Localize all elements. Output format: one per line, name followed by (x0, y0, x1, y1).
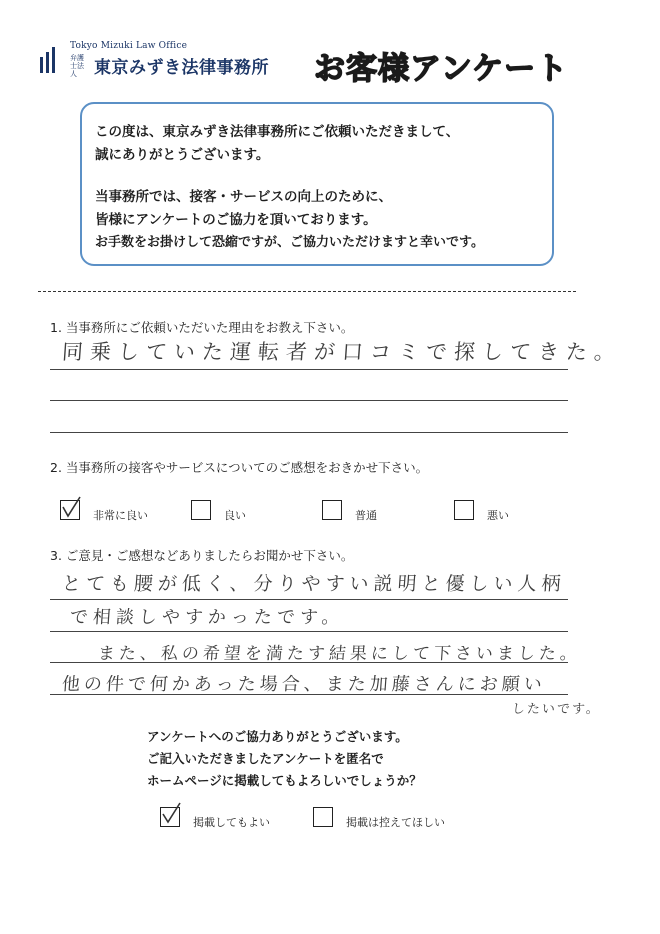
office-name-japanese: 東京みずき法律事務所 (94, 58, 269, 78)
checkmark-icon (58, 494, 84, 520)
checkbox-bad[interactable] (454, 500, 474, 520)
checkmark-icon (158, 800, 184, 826)
consent-text: ご記入いただきましたアンケートを匿名で (147, 751, 384, 766)
option-label: 非常に良い (93, 509, 148, 522)
option-label: 掲載してもよい (193, 816, 270, 829)
intro-line: 皆様にアンケートのご協力を頂いております。 (95, 212, 377, 228)
answer-line (50, 599, 568, 600)
section-divider (38, 291, 576, 292)
answer-line (50, 631, 568, 632)
consent-text: アンケートへのご協力ありがとうございます。 (147, 729, 408, 744)
intro-line: お手数をお掛けして恐縮ですが、ご協力いただけますと幸いです。 (95, 235, 484, 250)
q1-handwritten-answer: 同乗していた運転者が口コミで探してきた。 (61, 340, 623, 364)
checkbox-average[interactable] (322, 500, 342, 520)
option-label: 掲載は控えてほしい (346, 816, 445, 829)
answer-line (50, 694, 568, 695)
consent-text: ホームページに掲載してもよろしいでしょうか？ (147, 773, 422, 788)
office-logo-icon (40, 47, 60, 73)
option-label: 普通 (355, 509, 377, 522)
option-label: 悪い (487, 509, 509, 522)
question-1: 1. 当事務所にご依頼いただいた理由をお教え下さい。 (50, 320, 354, 335)
question-2: 2. 当事務所の接客やサービスについてのご感想をおきかせ下さい。 (50, 460, 429, 475)
q3-handwritten-answer-line: したいです。 (511, 702, 602, 717)
intro-line: 当事務所では、接客・サービスの向上のために、 (95, 189, 392, 205)
office-name-english: Tokyo Mizuki Law Office (70, 41, 188, 51)
answer-line (50, 662, 568, 663)
survey-title: お客様アンケート (314, 51, 569, 87)
q3-handwritten-answer-line: また、私の希望を満たす結果にして下さいました。 (97, 644, 582, 664)
question-3: 3. ご意見・ご感想などありましたらお聞かせ下さい。 (50, 548, 354, 563)
answer-line (50, 400, 568, 401)
intro-line: この度は、東京みずき法律事務所にご依頼いただきまして、 (95, 124, 460, 140)
answer-line (50, 369, 568, 370)
office-category: 弁護士法人 (70, 54, 84, 78)
q3-handwritten-answer-line: とても腰が低く、分りやすい説明と優しい人柄 (61, 573, 567, 595)
q3-handwritten-answer-line: で相談しやすかったです。 (69, 607, 346, 628)
q3-handwritten-answer-line: 他の件で何かあった場合、また加藤さんにお願い (61, 674, 547, 695)
answer-line (50, 432, 568, 433)
option-label: 良い (224, 509, 246, 522)
intro-line: 誠にありがとうございます。 (95, 147, 270, 163)
checkbox-good[interactable] (191, 500, 211, 520)
checkbox-decline-publish[interactable] (313, 807, 333, 827)
